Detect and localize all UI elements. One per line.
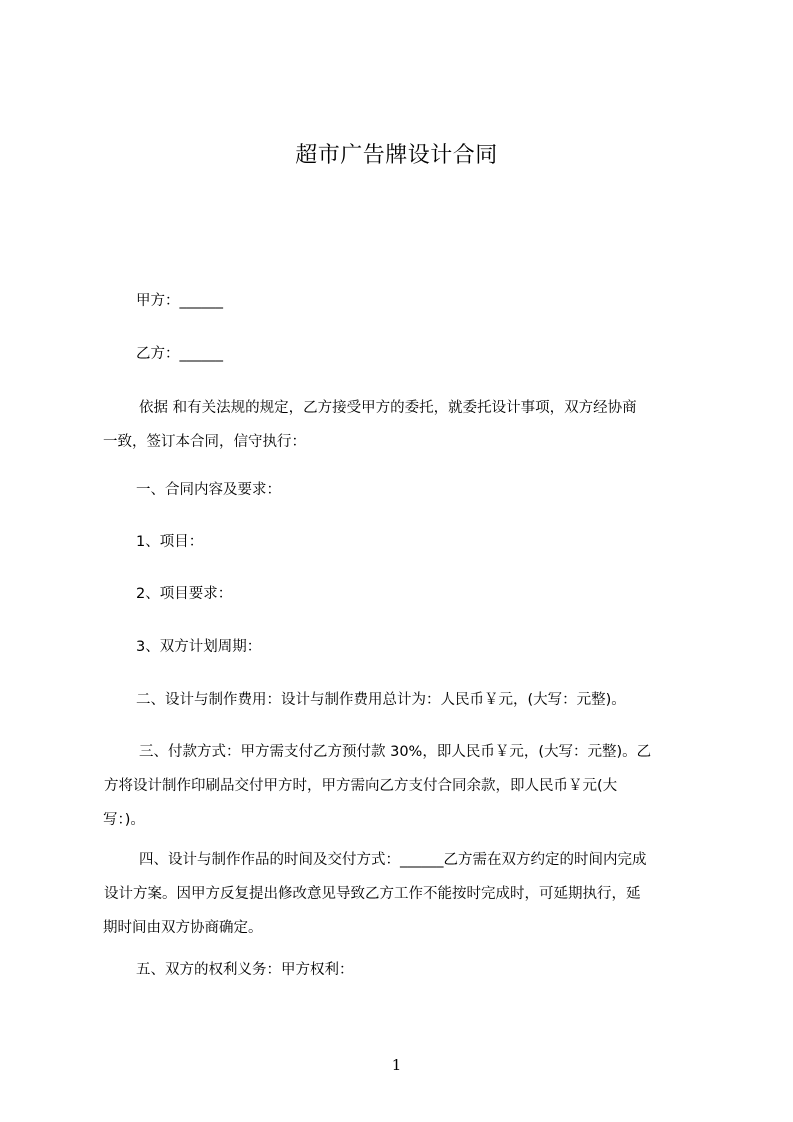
party-a-line: 甲方：______ <box>136 293 223 309</box>
section-1-heading: 一、合同内容及要求： <box>136 482 281 498</box>
party-b-line: 乙方：______ <box>136 346 223 362</box>
item-1-project: 1、项目： <box>136 534 204 550</box>
document-title: 超市广告牌设计合同 <box>295 143 498 168</box>
section-4-line-2: 设计方案。因甲方反复提出修改意见导致乙方工作不能按时完成时，可延期执行，延 <box>104 886 641 902</box>
section-4-line-3: 期时间由双方协商确定。 <box>103 920 263 936</box>
section-3-line-1: 三、付款方式：甲方需支付乙方预付款 30%，即人民币￥元，(大写：元整)。乙 <box>139 744 652 760</box>
section-3-line-2: 方将设计制作印刷品交付甲方时，甲方需向乙方支付合同余款，即人民币￥元(大 <box>104 778 618 794</box>
section-3-line-3: 写：)。 <box>103 812 145 828</box>
section-2-fees: 二、设计与制作费用：设计与制作费用总计为：人民币￥元，(大写：元整)。 <box>136 692 626 708</box>
section-3-payment <box>103 735 700 837</box>
intro-line-1: 依据 和有关法规的规定，乙方接受甲方的委托，就委托设计事项，双方经协商 <box>139 400 637 416</box>
intro-paragraph <box>103 391 700 459</box>
section-5-heading: 五、双方的权利义务：甲方权利： <box>136 962 354 978</box>
item-2-requirements: 2、项目要求： <box>136 586 233 602</box>
item-3-schedule: 3、双方计划周期： <box>136 639 262 655</box>
section-4-line-1: 四、设计与制作作品的时间及交付方式：______乙方需在双方约定的时间内完成 <box>139 852 647 868</box>
section-4-delivery <box>103 843 700 945</box>
intro-line-2: 一致，签订本合同，信守执行： <box>103 434 306 450</box>
page-number: 1 <box>391 1056 402 1074</box>
